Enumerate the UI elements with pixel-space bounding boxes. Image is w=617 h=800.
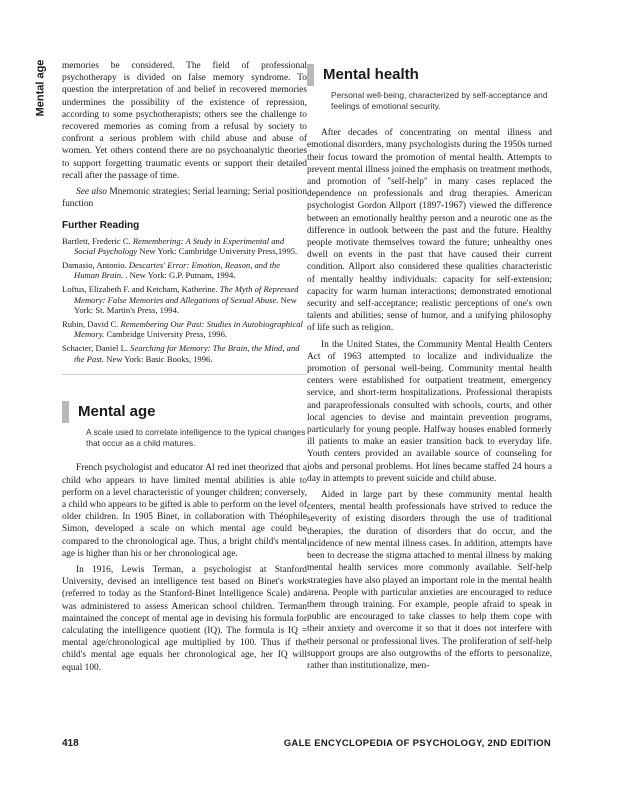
body-paragraph: In the United States, the Community Mental Health Centers Act of 1963 attempted to localize and individualize the promotion of personal well-being. Community mental health centers were established for outpatient treatment, emergency service, and short-term hospitalizations. Professional therapists and paraprofessionals consulted with schools, courts, and other local agencies to devise and maintain prevention programs, particularly for young people. Halfway houses enabled formerly ill patients to make an easier transition back to everyday life. Youth centers provided an available source of counseling for jobs and personal problems. Hot lines became staffed 24 hours a day in attempts to prevent suicide and child abuse.: [307, 339, 552, 484]
body-paragraph: After decades of concentrating on mental illness and emotional disorders, many psychologists during the 1950s turned their focus toward the promotion of mental health. Attempts to prevent mental illness joined the emphasis on treatment methods, and promotion of "self-help" in many cases replaced the dependence on professionals and drug therapies. American psychologist Gordon Allport (1897-1967) viewed the difference between an emotionally healthy person and a neurotic one as the difference in outlook between the past and the future. Healthy people motivate themselves toward the future; unhealthy ones dwell on events in the past that have caused their current condition. Allport also considered these qualities characteristic of mentally healthy individuals: capacity for self-extension; capacity for warm human interactions; demonstrated emotional security and self-acceptance; realistic perceptions of one's own talents and abilities; sense of humor, and a unifying philosophy of life such as religion.: [307, 128, 552, 334]
entry-header-mental-age: [62, 397, 307, 448]
body-paragraph: Aided in large part by these community mental health centers, mental health professionals have strived to reduce the severity of existing disorders through the use of traditional therapies, the duration of disorders that do occur, and the incidence of new mental illness cases. In addition, attempts have been to decrease the stigma attached to mental illness by making mental health services more commonly available. Self-help strategies have also played an important role in the mental health arena. People with particular anxieties are encouraged to reduce them through training. For example, people afraid to speak in public are encouraged to take classes to help them cope with their anxiety and overcome it so that it does not interfere with their personal or professional lives. The proliferation of self-help support groups are also outgrowths of the efforts to personalize, rather than institutionalize, men-: [307, 490, 552, 671]
entry-title: Mental health: [323, 66, 419, 83]
reference-item: [62, 260, 307, 281]
see-also-label: See also: [76, 187, 107, 198]
further-reading-heading: Further Reading: [62, 220, 140, 232]
right-column: [307, 60, 552, 676]
ref-title: The Myth of Repressed Memory: False Memories and Allegations of Sexual Abuse.: [74, 284, 299, 305]
ref-title: Searching for Memory: The Brain, the Mind, and the Past.: [74, 342, 300, 364]
ref-title: Remembering: A Study in Experimental and Social Psychology: [74, 235, 285, 257]
ref-publisher: New York: Cambridge University Press,1995.: [139, 246, 298, 257]
ref-author: Loftus, Elizabeth F. and Ketcham, Katherine.: [62, 284, 218, 295]
see-also: [62, 186, 307, 210]
ref-publisher: New York: Basic Books, 1996.: [106, 353, 213, 364]
ref-title: Descartes' Error: Emotion, Reason, and the Human Brain.: [74, 259, 281, 281]
ref-publisher: Cambridge University Press, 1996.: [106, 329, 228, 340]
page-number: 418: [62, 738, 79, 749]
side-tab-label: Mental age: [34, 59, 47, 117]
reference-item: [62, 319, 307, 340]
entry-bar-decoration: [62, 401, 69, 423]
left-column: [62, 60, 307, 678]
intro-paragraph: memories be considered. The field of professional psychotherapy is divided on false memory syndrome. To question the interpretation of and belief in recovered memories undermines the possibility of the existence of repression, according to some psychotherapists; others see the challenge to recovered memories as coming from a refusal by society to confront a serious problem with child abuse and abuse of women. Yet others contend there are no psychoanalytic theories to support forgetting traumatic events or support their detailed recall after the passage of time.: [62, 61, 307, 181]
reference-item: [62, 236, 307, 257]
entry-header-mental-health: [307, 60, 552, 111]
ref-publisher: New York: St. Martin's Press, 1994.: [74, 294, 297, 316]
body-paragraph: In 1916, Lewis Terman, a psychologist at Stanford University, devised an intelligence test based on Binet's work (referred to today as the Stanford-Binet Intelligence Scale) and was administered to assess American school children. Terman maintained the concept of mental age in devising his formula for calculating the intelligence quotient (IQ). The formula is IQ = mental age/chronological age multiplied by 100. Thus if the child's mental age equals her chronological age, her IQ will equal 100.: [62, 564, 307, 673]
reference-item: [62, 343, 307, 364]
ref-publisher: . New York: G.P. Putnam, 1994.: [125, 270, 236, 281]
section-side-tab: [30, 60, 50, 120]
see-also-links[interactable]: Mnemonic strategies; Serial learning; Serial position function: [62, 187, 308, 210]
entry-definition: A scale used to correlate intelligence to the typical changes that occur as a child matures.: [86, 427, 306, 448]
entry-definition: Personal well-being, characterized by self-acceptance and feelings of emotional security.: [331, 90, 548, 111]
publication-title: GALE ENCYCLOPEDIA OF PSYCHOLOGY, 2ND EDITION: [283, 738, 551, 749]
ref-author: Damasio, Antonio.: [62, 259, 127, 270]
section-divider: [62, 374, 307, 375]
ref-author: Schacter, Daniel L.: [62, 342, 128, 353]
entry-title: Mental age: [78, 403, 156, 421]
body-paragraph: French psychologist and educator Al red inet theorized that a child who appears to have limited mental abilities is able to perform on a level characteristic of younger children; conversely, a child who appears to be gifted is able to perform on the level of older children. In 1905 Binet, in collaboration with Théophile Simon, developed a scale on which mental age could be compared to the chronological age. Thus, a bright child's mental age is higher than his or her chronological age.: [62, 463, 307, 559]
reference-item: [62, 284, 307, 316]
ref-author: Rubin, David C.: [62, 318, 119, 329]
entry-bar-decoration: [307, 64, 314, 86]
ref-title: Remembering Our Past: Studies in Autobiographical Memory.: [74, 318, 303, 340]
ref-author: Bartlett, Frederic C.: [62, 235, 131, 246]
